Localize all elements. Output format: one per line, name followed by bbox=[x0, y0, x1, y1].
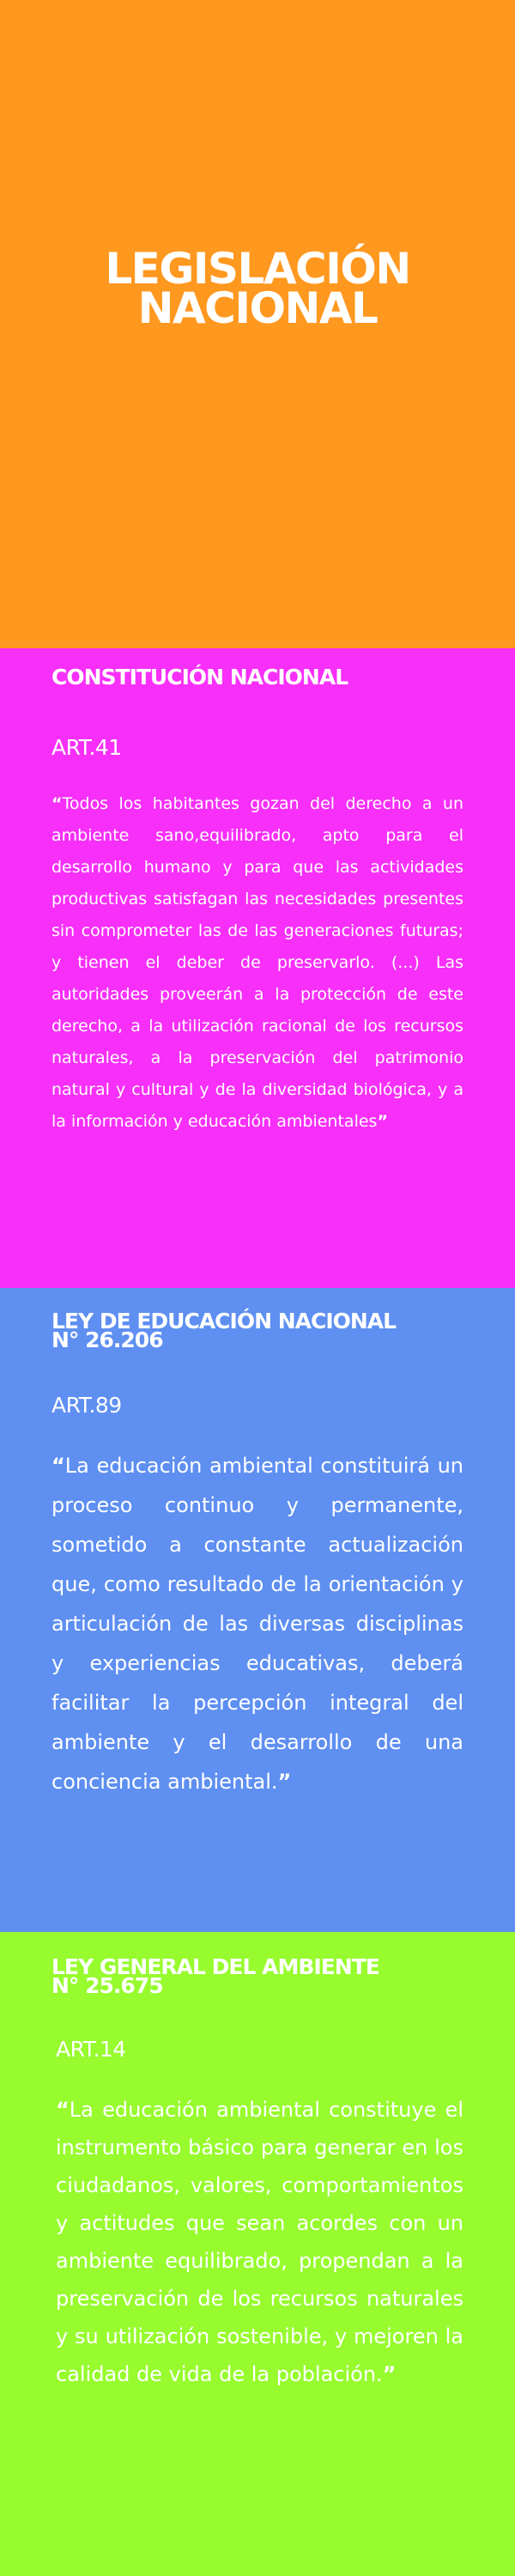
page-title: LEGISLACIÓN NACIONAL bbox=[105, 244, 410, 333]
section-title bbox=[52, 1309, 397, 1352]
section-title bbox=[52, 1954, 379, 1998]
section-title bbox=[52, 665, 348, 690]
quote-text: Todos los habitantes gozan del derecho a un ambiente sano,equilibrado, apto para el desarrollo humano y para que las actividades productivas satisfagan las necesidades presentes sin comprometer las de las generaciones futuras; y tienen el deber de preservarlo. (...) Las autoridades proveerán a la protección de este derecho, a la utilización racional de los recursos naturales, a la preservación del patrimonio natural y cultural y de la diversidad biológica, y a la información y educación ambientales bbox=[52, 794, 464, 1131]
quote-text: La educación ambiental constituye el instrumento básico para generar en los ciudadanos, valores, comportamientos y actitudes que sean acordes con un ambiente equilibrado, propendan a la preservación de los recursos naturales y su utilización sostenible, y mejoren la calidad de vida de la población. bbox=[56, 2098, 464, 2386]
article-quote bbox=[52, 1446, 464, 1801]
article-number: ART.89 bbox=[52, 1393, 122, 1418]
article-number: ART.41 bbox=[52, 735, 122, 760]
section-title-line1: LEY GENERAL DEL AMBIENTE bbox=[52, 1954, 379, 1979]
article-number: ART.14 bbox=[56, 2037, 126, 2062]
open-quote-mark: “ bbox=[52, 1454, 65, 1478]
close-quote-mark: ” bbox=[377, 1112, 388, 1131]
section-title-line1: LEY DE EDUCACIÓN NACIONAL bbox=[52, 1309, 397, 1334]
close-quote-mark: ” bbox=[277, 1770, 292, 1794]
hero-banner bbox=[0, 0, 515, 648]
section-title-line2: N° 25.675 bbox=[52, 1973, 163, 1998]
article-quote bbox=[56, 2091, 464, 2393]
article-quote bbox=[52, 788, 464, 1138]
section-title-line2: N° 26.206 bbox=[52, 1327, 163, 1352]
section-title-line1: CONSTITUCIÓN NACIONAL bbox=[52, 665, 348, 690]
open-quote-mark: “ bbox=[56, 2098, 70, 2122]
open-quote-mark: “ bbox=[52, 794, 63, 813]
quote-text: La educación ambiental constituirá un proceso continuo y permanente, sometido a constante actualización que, como resultado de la orientación y articulación de las diversas disciplinas y experiencias educativas, deberá facilitar la percepción integral del ambiente y el desarrollo de una conciencia ambiental. bbox=[52, 1454, 464, 1794]
close-quote-mark: ” bbox=[382, 2362, 397, 2386]
